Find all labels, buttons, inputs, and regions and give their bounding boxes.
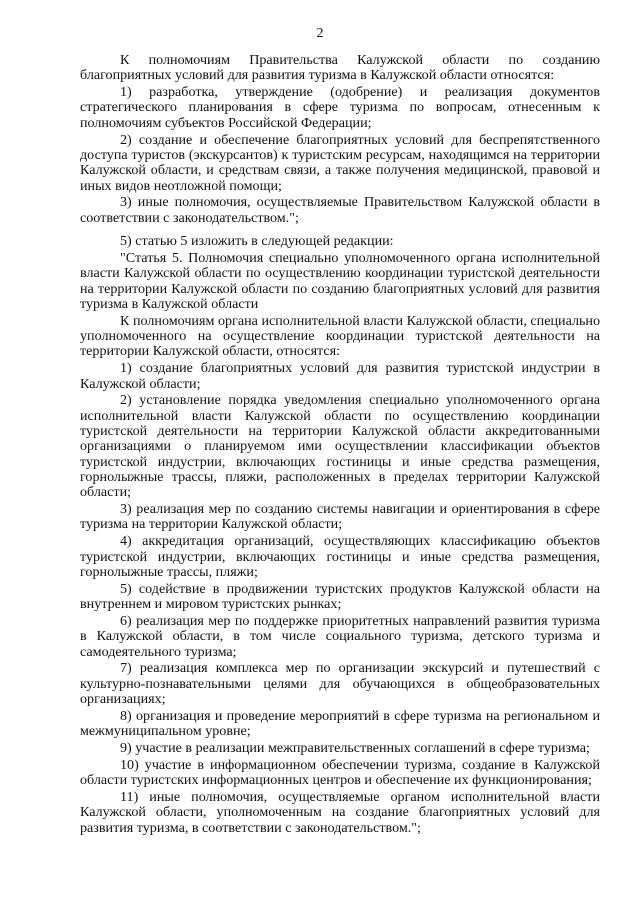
paragraph-agency-item-10: 10) участие в информационном обеспечении туризма, создание в Калужской области туристских информационных центров и обеспечение их функционирования;	[80, 756, 600, 789]
paragraph-article-5-title: "Статья 5. Полномочия специально уполномоченного органа исполнительной власти Калужской области по осуществлению координации туристской деятельности на территории Калужской области по созданию благоприятных условий для развития туризма в Калужской области	[80, 249, 600, 312]
paragraph-agency-item-4: 4) аккредитация организаций, осуществляющих классификацию объектов туристской индустрии, включающих гостиницы и иные средства размещения, горнолыжные трассы, пляжи;	[80, 533, 600, 580]
document-body	[80, 53, 600, 838]
paragraph-agency-item-2: 2) установление порядка уведомления специально уполномоченного органа исполнительной власти Калужской области по осуществлению координации туристской деятельности на территории Калужской области аккредитованными организациями о планируемом ими осуществлении классификации объектов туристской индустрии, включающих гостиницы и иные средства размещения, горнолыжные трассы, пляжи, расположенных в пределах территории Калужской области;	[80, 392, 600, 501]
paragraph-agency-item-3: 3) реализация мер по созданию системы навигации и ориентирования в сфере туризма на территории Калужской области;	[80, 501, 600, 533]
page-number: 2	[316, 26, 324, 41]
paragraph-item-2: 2) создание и обеспечение благоприятных условий для беспрепятственного доступа туристов (экскурсантов) к туристским ресурсам, находящимся на территории Калужской области, и средствам связи, а также получения медицинской, правовой и иных видов неотложной помощи;	[80, 131, 600, 194]
paragraph-agency-item-8: 8) организация и проведение мероприятий в сфере туризма на региональном и межмуниципальном уровне;	[80, 707, 600, 740]
paragraph-agency-item-7: 7) реализация комплекса мер по организации экскурсий и путешествий с культурно-познавательными целями для обучающихся в общеобразовательных организациях;	[80, 660, 600, 707]
paragraph-item-3: 3) иные полномочия, осуществляемые Правительством Калужской области в соответствии с законодательством.";	[80, 194, 600, 226]
paragraph-amendment-5: 5) статью 5 изложить в следующей редакции:	[120, 233, 394, 250]
paragraph-agency-item-5: 5) содействие в продвижении туристских продуктов Калужской области на внутреннем и мировом туристских рынках;	[80, 580, 600, 613]
paragraph-agency-powers-intro: К полномочиям органа исполнительной власти Калужской области, специально уполномоченного на осуществление координации туристской деятельности на территории Калужской области, относятся:	[80, 312, 600, 360]
paragraph-agency-item-9: 9) участие в реализации межправительственных соглашений в сфере туризма;	[120, 740, 590, 757]
paragraph-agency-item-11: 11) иные полномочия, осуществляемые органом исполнительной власти Калужской области, уполномоченным на создание благоприятных условий для развития туризма, в соответствии с законодательством.";	[80, 789, 600, 836]
paragraph-agency-item-1: 1) создание благоприятных условий для развития туристской индустрии в Калужской области;	[80, 360, 600, 392]
paragraph-government-powers-intro: К полномочиям Правительства Калужской области по созданию благоприятных условий для развития туризма в Калужской области относятся:	[80, 52, 600, 84]
paragraph-agency-item-6: 6) реализация мер по поддержке приоритетных направлений развития туризма в Калужской области, в том числе социального туризма, детского туризма и самодеятельного туризма;	[80, 612, 600, 660]
paragraph-item-1: 1) разработка, утверждение (одобрение) и реализация документов стратегического планирования в сфере туризма по вопросам, отнесенным к полномочиям субъектов Российской Федерации;	[80, 84, 600, 131]
